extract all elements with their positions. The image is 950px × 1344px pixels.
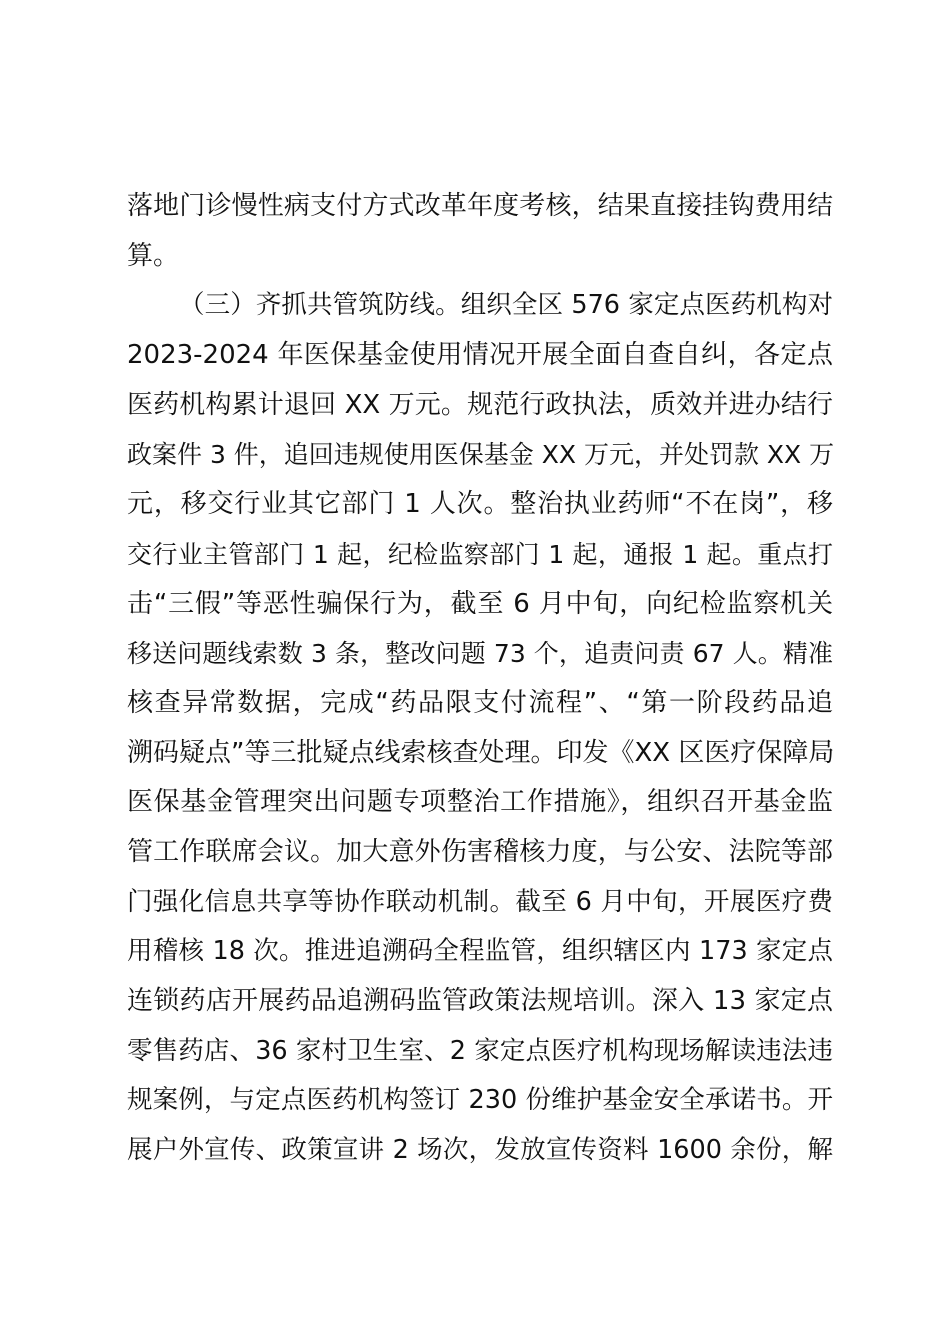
text-line: 零售药店、36 家村卫生室、2 家定点医疗机构现场解读违法违 [127, 1035, 833, 1066]
text-line: 规案例，与定点医药机构签订 230 份维护基金安全承诺书。开 [127, 1085, 833, 1116]
text-line: 算。 [127, 240, 180, 271]
text-line: 击“三假”等恶性骗保行为，截至 6 月中旬，向纪检监察机关 [127, 588, 833, 619]
text-line: 移送问题线索数 3 条，整改问题 73 个，追责问责 67 人。精准 [127, 639, 833, 669]
text-line: 交行业主管部门 1 起，纪检监察部门 1 起，通报 1 起。重点打 [127, 539, 833, 569]
text-line: 溯码疑点”等三批疑点线索核查处理。印发《XX 区医疗保障局 [127, 737, 835, 768]
text-line: 核查异常数据，完成“药品限支付流程”、“第一阶段药品追 [127, 687, 833, 718]
text-line: 医药机构累计退回 XX 万元。规范行政执法，质效并进办结行 [127, 389, 833, 420]
text-line: 政案件 3 件，追回违规使用医保基金 XX 万元，并处罚款 XX 万 [127, 440, 835, 470]
text-line: 2023-2024 年医保基金使用情况开展全面自查自纠，各定点 [127, 340, 833, 371]
text-line: 用稽核 18 次。推进追溯码全程监管，组织辖区内 173 家定点 [127, 936, 833, 967]
text-line: 展户外宣传、政策宣讲 2 场次，发放宣传资料 1600 余份，解 [127, 1135, 833, 1166]
text-line: 门强化信息共享等协作联动机制。截至 6 月中旬，开展医疗费 [127, 886, 833, 917]
section-heading-line: （三）齐抓共管筑防线。组织全区 576 家定点医药机构对 [179, 290, 833, 321]
text-line: 落地门诊慢性病支付方式改革年度考核，结果直接挂钩费用结 [127, 191, 833, 221]
text-line: 管工作联席会议。加大意外伤害稽核力度，与公安、法院等部 [127, 836, 833, 867]
body-text [127, 182, 833, 1176]
text-line: 连锁药店开展药品追溯码监管政策法规培训。深入 13 家定点 [127, 986, 833, 1016]
text-line: 元，移交行业其它部门 1 人次。整治执业药师“不在岗”，移 [127, 489, 833, 520]
text-line: 医保基金管理突出问题专项整治工作措施》，组织召开基金监 [127, 787, 833, 818]
